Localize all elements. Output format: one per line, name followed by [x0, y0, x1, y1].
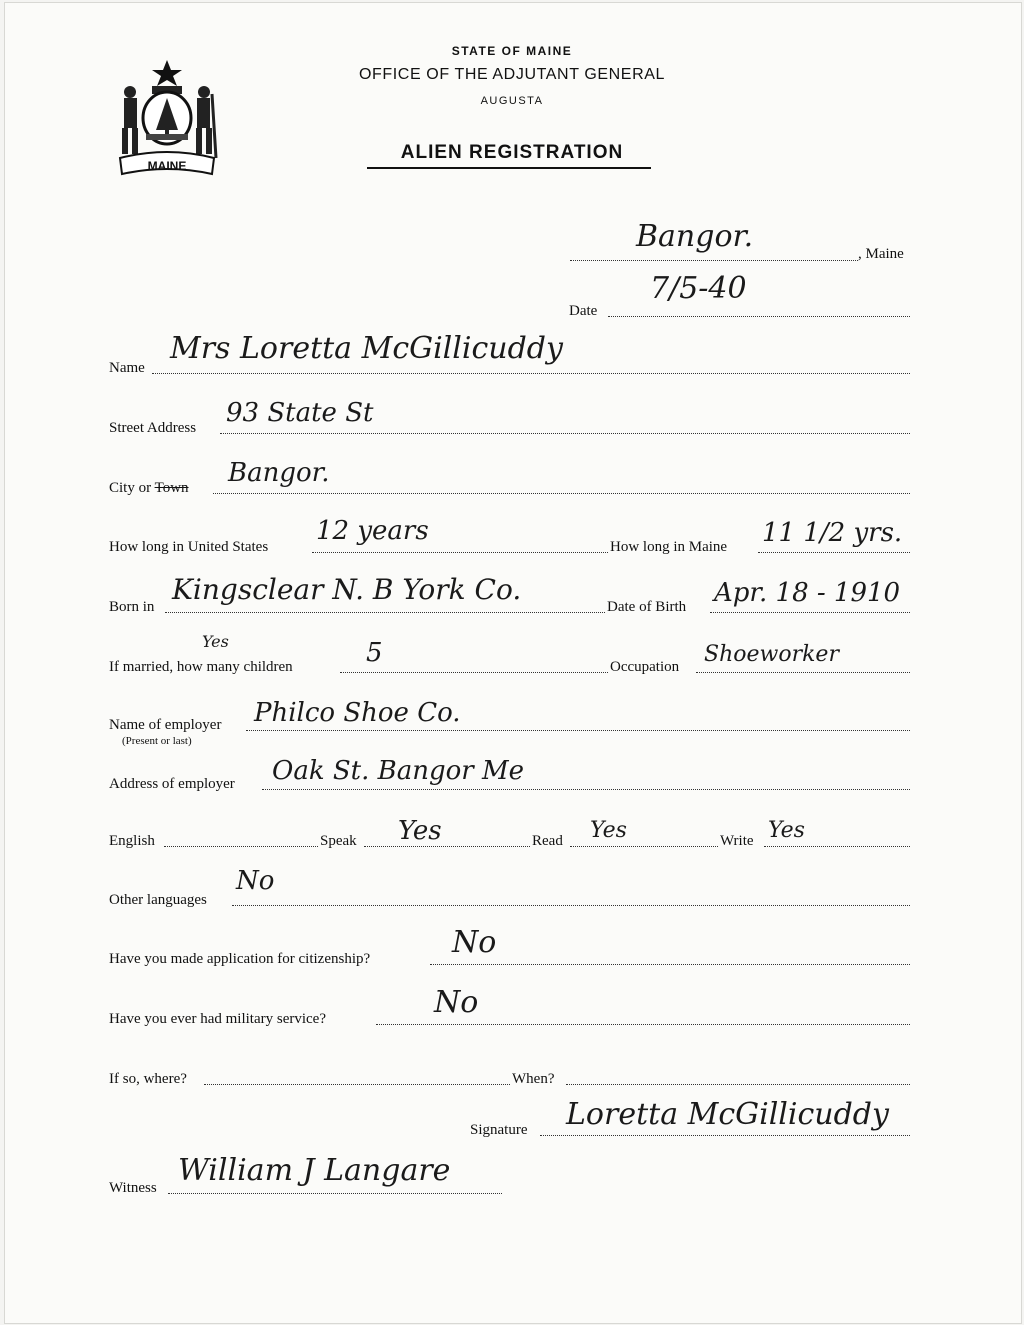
- children-line: [340, 672, 608, 673]
- citizenship-line: [430, 964, 910, 965]
- employer-address-label: Address of employer: [109, 776, 235, 792]
- town-label-struck: Town: [154, 480, 189, 496]
- signature-line: [540, 1135, 910, 1136]
- how-long-maine-line: [758, 552, 910, 553]
- citizenship-value: No: [452, 925, 497, 960]
- city-label: [109, 480, 189, 497]
- read-label: Read: [532, 833, 563, 849]
- other-languages-value: No: [236, 866, 275, 896]
- city-value: Bangor.: [228, 458, 330, 488]
- other-languages-line: [232, 905, 910, 906]
- write-label: Write: [720, 833, 754, 849]
- employer-address-line: [262, 789, 910, 790]
- if-so-where-label: If so, where?: [109, 1071, 187, 1087]
- how-long-us-label: How long in United States: [109, 539, 269, 555]
- speak-label: Speak: [320, 833, 357, 849]
- employer-address-value: Oak St. Bangor Me: [272, 756, 524, 786]
- when-label: When?: [512, 1071, 555, 1087]
- military-value: No: [434, 985, 479, 1020]
- born-in-value: Kingsclear N. B York Co.: [172, 573, 522, 606]
- signature-label: Signature: [470, 1122, 528, 1138]
- employer-label: Name of employer: [109, 717, 222, 733]
- city-or-label: City or: [109, 480, 152, 496]
- born-in-label: Born in: [109, 599, 155, 615]
- maine-label: , Maine: [858, 246, 904, 262]
- name-label: Name: [109, 360, 145, 376]
- english-line: [164, 846, 318, 847]
- street-label: Street Address: [109, 420, 197, 436]
- occupation-line: [696, 672, 910, 673]
- name-line: [152, 373, 910, 374]
- born-in-line: [165, 612, 605, 613]
- street-value: 93 State St: [226, 398, 374, 428]
- military-label: Have you ever had military service?: [109, 1011, 326, 1027]
- dob-value: Apr. 18 - 1910: [714, 578, 901, 608]
- where-line: [204, 1084, 510, 1085]
- how-long-maine-value: 11 1/2 yrs.: [762, 518, 903, 548]
- how-long-us-line: [312, 552, 608, 553]
- dob-label: Date of Birth: [607, 599, 687, 615]
- military-line: [376, 1024, 910, 1025]
- street-line: [220, 433, 910, 434]
- occupation-value: Shoeworker: [704, 642, 839, 667]
- dob-line: [710, 612, 910, 613]
- employer-line: [246, 730, 910, 731]
- other-languages-label: Other languages: [109, 892, 207, 908]
- married-value: Yes: [202, 632, 229, 651]
- witness-line: [168, 1193, 502, 1194]
- citizenship-label: Have you made application for citizenship?: [109, 951, 371, 967]
- signature-value: Loretta McGillicuddy: [566, 1097, 889, 1132]
- name-value: Mrs Loretta McGillicuddy: [170, 331, 563, 366]
- how-long-us-value: 12 years: [316, 516, 429, 546]
- header-office: OFFICE OF THE ADJUTANT GENERAL: [358, 66, 666, 83]
- witness-value: William J Langare: [178, 1153, 451, 1188]
- city-line: [213, 493, 910, 494]
- date-value: 7/5-40: [650, 271, 747, 306]
- header-city: AUGUSTA: [480, 95, 544, 107]
- write-value: Yes: [768, 818, 805, 843]
- date-line: [608, 316, 910, 317]
- speak-value: Yes: [398, 816, 442, 846]
- english-label: English: [109, 833, 155, 849]
- married-label: If married, how many children: [109, 659, 293, 675]
- occupation-label: Occupation: [610, 659, 680, 675]
- place-value: Bangor.: [636, 219, 754, 254]
- place-line: [570, 260, 858, 261]
- header-state: STATE OF MAINE: [451, 44, 573, 58]
- read-value: Yes: [590, 818, 627, 843]
- seal-banner-text: MAINE: [147, 159, 187, 173]
- witness-label: Witness: [109, 1180, 157, 1196]
- read-line: [570, 846, 718, 847]
- date-label: Date: [569, 303, 598, 319]
- employer-note: (Present or last): [122, 735, 192, 747]
- employer-value: Philco Shoe Co.: [254, 698, 461, 728]
- form-title: ALIEN REGISTRATION: [400, 142, 624, 163]
- write-line: [764, 846, 910, 847]
- title-underline: [367, 167, 651, 169]
- speak-line: [364, 846, 530, 847]
- how-long-maine-label: How long in Maine: [610, 539, 728, 555]
- children-value: 5: [366, 638, 383, 668]
- when-line: [566, 1084, 910, 1085]
